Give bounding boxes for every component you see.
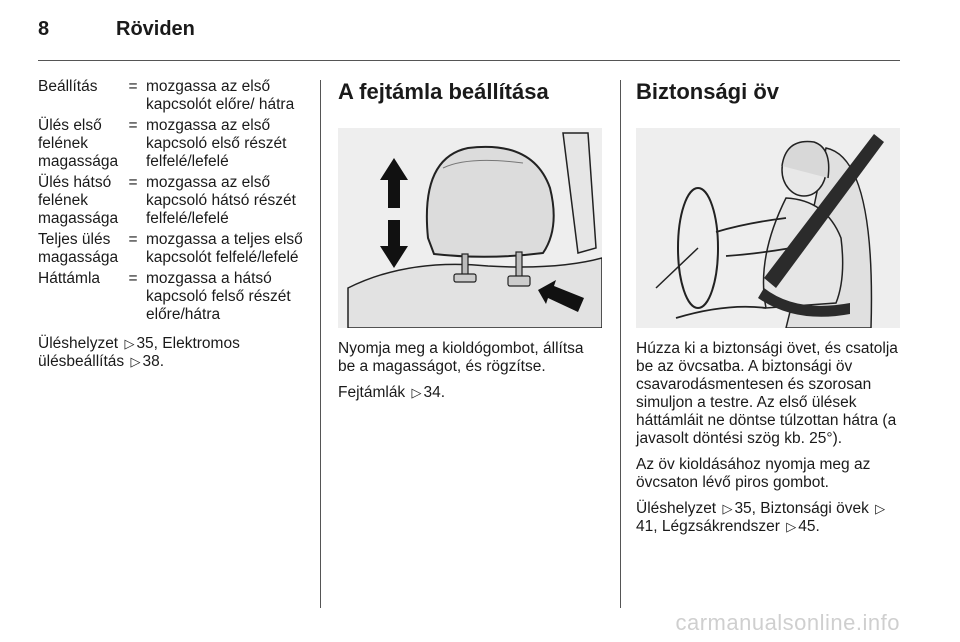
setting-description: mozgassa a teljes első kapcsolót felfelé/lefelé [146,231,303,266]
setting-description: mozgassa az első kapcsoló első részét felfelé/lefelé [146,117,287,170]
seatbelt-drawing [636,128,900,328]
equals-sign: = [128,270,138,287]
table-row [38,231,308,270]
setting-description: mozgassa az első kapcsolót előre/ hátra [146,78,295,113]
reference-arrow-icon: ▷ [722,501,733,516]
seat-settings-table [38,78,308,327]
header-rule [38,60,900,61]
equals-sign: = [128,78,138,95]
watermark: carmanualsonline.info [675,610,900,635]
paragraph: Húzza ki a biztonsági övet, és csatolja be az övcsatba. A biztonsági öv csavarodásmentesen és szorosan simuljon a testre. Az első ülések háttámláit ne döntse túlzottan hátra (a javasolt döntési szög kb. 25°). [636,340,898,447]
reference-arrow-icon: ▷ [875,501,886,516]
setting-description: mozgassa az első kapcsoló hátsó részét felfelé/lefelé [146,174,296,227]
page-link[interactable]: 35, Biztonsági övek [734,500,869,517]
headrest-illustration [338,128,602,328]
cross-reference-note: Üléshelyzet ▷ 35, Biztonsági övek ▷41, Légzsákrendszer ▷ 45. [636,500,886,535]
cross-reference-note: Fejtámlák ▷ 34. [338,384,446,401]
page-link[interactable]: 41, Légzsákrendszer [636,518,780,535]
page-link[interactable]: 45. [798,518,820,535]
table-row [38,174,308,231]
equals-sign: = [128,117,138,134]
left-column [38,78,310,371]
setting-label: Háttámla [38,270,101,287]
cross-reference-note: Üléshelyzet ▷ 35, Elektromos ülésbeállítás ▷ 38. [38,335,240,370]
reference-arrow-icon: ▷ [130,354,141,369]
page-number: 8 [38,18,50,40]
headrest-drawing [338,128,602,328]
column-divider [320,80,321,608]
setting-label: Ülés első felének magassága [38,117,119,170]
table-row [38,117,308,174]
setting-label: Ülés hátsó felének magassága [38,174,119,227]
page-link[interactable]: 35, Elektromos [136,335,240,352]
table-row [38,78,308,117]
reference-arrow-icon: ▷ [411,385,422,400]
setting-label: Teljes ülés magassága [38,231,119,266]
table-row [38,270,308,327]
page-link[interactable]: 34. [423,384,446,401]
middle-column [338,78,604,402]
reference-arrow-icon: ▷ [786,519,797,534]
setting-description: mozgassa a hátsó kapcsoló felső részét előre/hátra [146,270,291,323]
reference-arrow-icon: ▷ [124,336,135,351]
chapter-title: Röviden [116,18,195,40]
section-heading: A fejtámla beállítása [338,79,549,104]
equals-sign: = [128,174,138,191]
seatbelt-illustration [636,128,900,328]
setting-label: Beállítás [38,78,98,95]
page-link[interactable]: 38. [142,353,165,370]
paragraph: Az öv kioldásához nyomja meg az övcsaton lévő piros gombot. [636,456,871,491]
section-heading: Biztonsági öv [636,79,780,104]
right-column [636,78,904,536]
paragraph: Nyomja meg a kioldógombot, állítsa be a magasságot, és rögzítse. [338,340,584,375]
column-divider [620,80,621,608]
equals-sign: = [128,231,138,248]
